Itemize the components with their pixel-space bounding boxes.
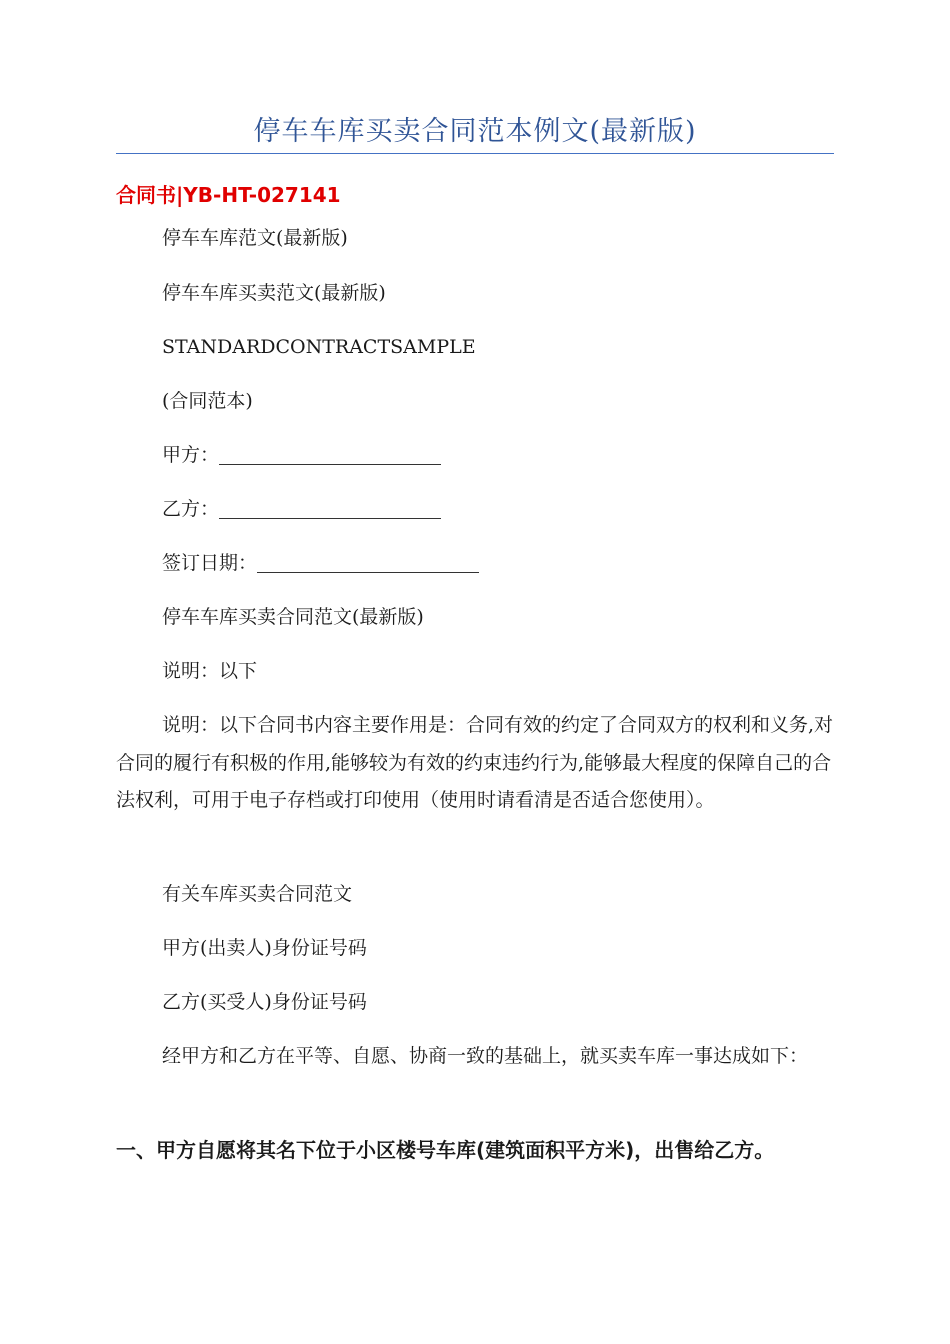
contract-name-line: 停车车库买卖合同范文(最新版) [162, 606, 424, 628]
sign-date-label: 签订日期： [162, 552, 258, 574]
title-underline [116, 153, 834, 154]
subtitle-line: STANDARDCONTRACTSAMPLE [162, 336, 476, 358]
party-a-blank [219, 464, 441, 465]
sign-date-blank [257, 572, 479, 573]
buyer-id-line: 乙方(买受人)身份证号码 [162, 991, 367, 1013]
party-b-field [162, 494, 441, 524]
section-line: 有关车库买卖合同范文 [162, 883, 353, 905]
subtitle-line: (合同范本) [162, 390, 253, 412]
seller-id-line: 甲方(出卖人)身份证号码 [162, 937, 367, 959]
party-a-field [162, 440, 441, 470]
document-title: 停车车库买卖合同范本例文(最新版) [253, 116, 697, 147]
sign-date-field [162, 548, 479, 578]
party-b-blank [219, 518, 441, 519]
subtitle-line: 停车车库买卖范文(最新版) [162, 282, 386, 304]
agreement-paragraph: 经甲方和乙方在平等、自愿、协商一致的基础上，就买卖车库一事达成如下： [162, 1045, 809, 1067]
subtitle-line: 停车车库范文(最新版) [162, 227, 348, 249]
note-short: 说明：以下 [162, 660, 258, 682]
description-paragraph: 说明：以下合同书内容主要作用是：合同有效的约定了合同双方的权利和义务,对合同的履行有积极的作用,能够较为有效的约束违约行为,能够最大程度的保障自己的合法权利，可用于电子存档或打印使用（使用时请看清是否适合您使用）。 [116, 714, 834, 811]
party-a-label: 甲方： [162, 444, 220, 466]
party-b-label: 乙方： [162, 498, 220, 520]
contract-code: 合同书|YB-HT-027141 [116, 183, 341, 207]
clause-heading: 一、甲方自愿将其名下位于小区楼号车库(建筑面积平方米)，出售给乙方。 [116, 1138, 775, 1162]
